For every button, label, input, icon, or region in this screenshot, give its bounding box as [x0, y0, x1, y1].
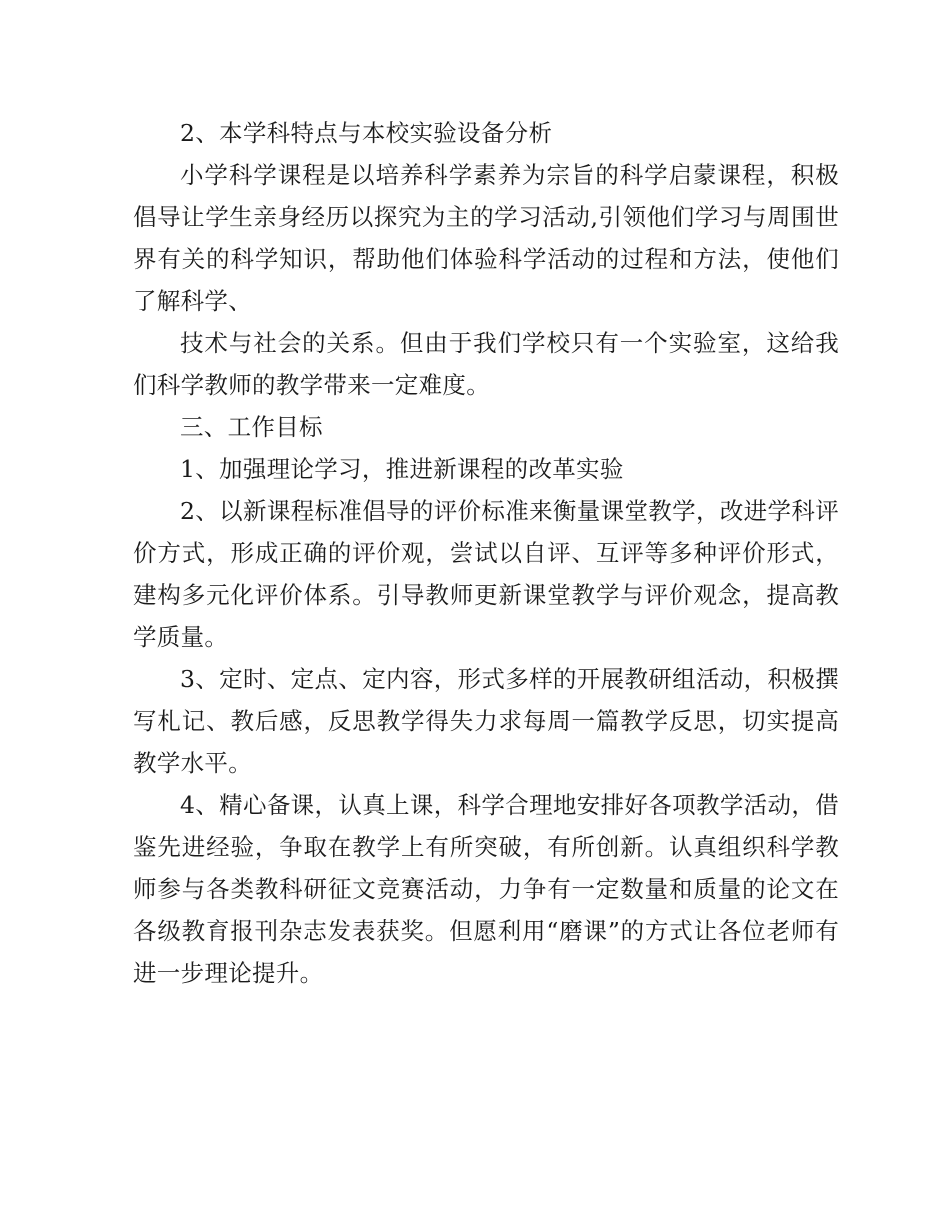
body-paragraph: 小学科学课程是以培养科学素养为宗旨的科学启蒙课程，积极倡导让学生亲身经历以探究为主的学习活动,引领他们学习与周围世界有关的科学知识，帮助他们体验科学活动的过程和方法，使他们了解科学、	[133, 161, 839, 315]
document-body	[133, 112, 839, 994]
section-heading: 三、工作目标	[180, 413, 323, 441]
body-paragraph: 技术与社会的关系。但由于我们学校只有一个实验室，这给我们科学教师的教学带来一定难度。	[133, 329, 839, 399]
goal-item: 4、精心备课，认真上课，科学合理地安排好各项教学活动，借鉴先进经验，争取在教学上有所突破，有所创新。认真组织科学教师参与各类教科研征文竞赛活动，力争有一定数量和质量的论文在各级教育报刊杂志发表获奖。但愿利用“磨课”的方式让各位老师有进一步理论提升。	[133, 791, 839, 987]
goal-item: 1、加强理论学习，推进新课程的改革实验	[180, 455, 624, 483]
goal-item: 2、以新课程标准倡导的评价标准来衡量课堂教学，改进学科评价方式，形成正确的评价观，尝试以自评、互评等多种评价形式，建构多元化评价体系。引导教师更新课堂教学与评价观念，提高教学质量。	[133, 497, 839, 651]
section-subheading: 2、本学科特点与本校实验设备分析	[180, 119, 553, 147]
goal-item: 3、定时、定点、定内容，形式多样的开展教研组活动，积极撰写札记、教后感，反思教学得失力求每周一篇教学反思，切实提高教学水平。	[133, 665, 839, 777]
